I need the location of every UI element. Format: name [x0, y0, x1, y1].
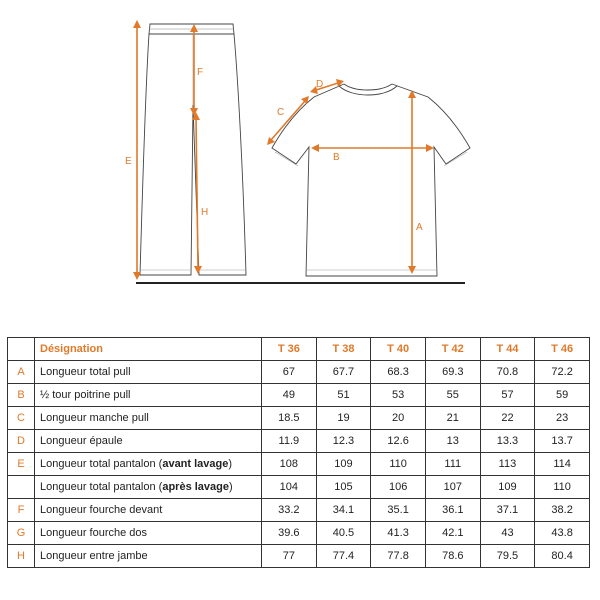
table-row: [8, 407, 590, 430]
row-value: 51: [316, 384, 371, 407]
row-value: 109: [316, 453, 371, 476]
header-size: T 40: [371, 338, 426, 361]
header-letter-cell: [8, 338, 35, 361]
row-value: 43.8: [535, 522, 590, 545]
row-value: 57: [480, 384, 535, 407]
row-value: 80.4: [535, 545, 590, 568]
table-row: [8, 361, 590, 384]
label-d: D: [316, 79, 324, 90]
header-size: T 38: [316, 338, 371, 361]
row-value: 37.1: [480, 499, 535, 522]
row-letter: E: [8, 453, 35, 476]
header-size: T 44: [480, 338, 535, 361]
row-letter: B: [8, 384, 35, 407]
row-designation: Longueur manche pull: [35, 407, 262, 430]
row-value: 49: [262, 384, 317, 407]
row-letter: D: [8, 430, 35, 453]
row-designation: Longueur fourche devant: [35, 499, 262, 522]
row-value: 39.6: [262, 522, 317, 545]
row-value: 53: [371, 384, 426, 407]
table-row: [8, 453, 590, 476]
row-letter: G: [8, 522, 35, 545]
row-value: 38.2: [535, 499, 590, 522]
table-row: [8, 430, 590, 453]
table-header-row: [8, 338, 590, 361]
row-value: 55: [425, 384, 480, 407]
label-a: A: [416, 222, 423, 233]
row-value: 12.3: [316, 430, 371, 453]
row-value: 111: [425, 453, 480, 476]
row-value: 114: [535, 453, 590, 476]
table-row: [8, 476, 590, 499]
row-value: 110: [535, 476, 590, 499]
row-value: 21: [425, 407, 480, 430]
row-value: 20: [371, 407, 426, 430]
row-letter: [8, 476, 35, 499]
row-letter: H: [8, 545, 35, 568]
designation-emphasis: avant lavage: [162, 458, 229, 470]
row-value: 69.3: [425, 361, 480, 384]
row-value: 68.3: [371, 361, 426, 384]
row-value: 77.4: [316, 545, 371, 568]
table-row: [8, 384, 590, 407]
row-value: 34.1: [316, 499, 371, 522]
row-value: 77: [262, 545, 317, 568]
tshirt-drawing: [272, 84, 470, 276]
row-value: 59: [535, 384, 590, 407]
label-h: H: [201, 207, 209, 218]
row-value: 67: [262, 361, 317, 384]
designation-emphasis: après lavage: [162, 481, 229, 493]
table-row: [8, 545, 590, 568]
row-designation: ½ tour poitrine pull: [35, 384, 262, 407]
designation-suffix: ): [228, 481, 233, 493]
row-value: 13.7: [535, 430, 590, 453]
row-value: 35.1: [371, 499, 426, 522]
row-value: 43: [480, 522, 535, 545]
designation-prefix: Longueur total pantalon (: [40, 481, 163, 493]
header-size: T 36: [262, 338, 317, 361]
row-value: 67.7: [316, 361, 371, 384]
row-letter: C: [8, 407, 35, 430]
row-value: 105: [316, 476, 371, 499]
row-value: 18.5: [262, 407, 317, 430]
row-value: 36.1: [425, 499, 480, 522]
row-value: 42.1: [425, 522, 480, 545]
row-value: 33.2: [262, 499, 317, 522]
size-chart-table: [7, 337, 590, 568]
row-designation: Longueur total pull: [35, 361, 262, 384]
row-value: 13.3: [480, 430, 535, 453]
row-value: 107: [425, 476, 480, 499]
row-value: 106: [371, 476, 426, 499]
designation-prefix: Longueur total pantalon (: [40, 458, 163, 470]
row-value: 12.6: [371, 430, 426, 453]
table-row: [8, 499, 590, 522]
header-size: T 42: [425, 338, 480, 361]
row-value: 113: [480, 453, 535, 476]
row-value: 109: [480, 476, 535, 499]
label-c: C: [277, 107, 285, 118]
row-designation: Longueur épaule: [35, 430, 262, 453]
row-value: 41.3: [371, 522, 426, 545]
label-e: E: [125, 156, 132, 167]
header-size: T 46: [535, 338, 590, 361]
row-designation: [35, 476, 262, 499]
row-value: 78.6: [425, 545, 480, 568]
header-designation: Désignation: [35, 338, 262, 361]
row-value: 22: [480, 407, 535, 430]
row-letter: F: [8, 499, 35, 522]
row-value: 13: [425, 430, 480, 453]
row-value: 72.2: [535, 361, 590, 384]
row-letter: A: [8, 361, 35, 384]
row-designation: Longueur entre jambe: [35, 545, 262, 568]
row-designation: [35, 453, 262, 476]
row-value: 70.8: [480, 361, 535, 384]
row-value: 79.5: [480, 545, 535, 568]
label-b: B: [333, 152, 340, 163]
table-row: [8, 522, 590, 545]
designation-suffix: ): [228, 458, 233, 470]
row-value: 110: [371, 453, 426, 476]
row-value: 104: [262, 476, 317, 499]
row-value: 11.9: [262, 430, 317, 453]
row-value: 108: [262, 453, 317, 476]
label-f: F: [197, 67, 204, 78]
row-designation: Longueur fourche dos: [35, 522, 262, 545]
measurement-arrows: [133, 20, 434, 280]
row-value: 19: [316, 407, 371, 430]
row-value: 23: [535, 407, 590, 430]
row-value: 40.5: [316, 522, 371, 545]
pants-drawing: [140, 24, 246, 275]
row-value: 77.8: [371, 545, 426, 568]
